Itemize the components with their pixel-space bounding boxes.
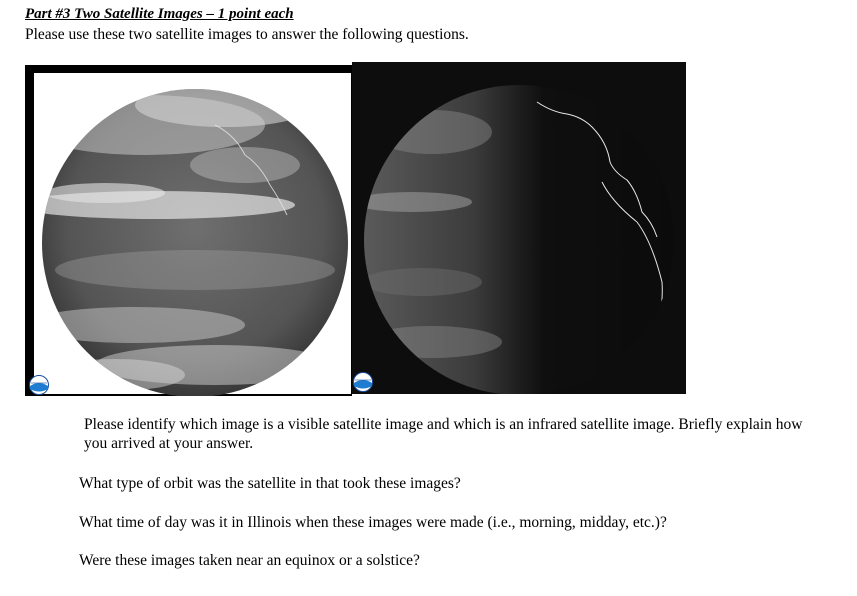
section-heading: Part #3 Two Satellite Images – 1 point each [25, 6, 294, 22]
earth-disk-right [352, 62, 686, 394]
question-2: What type of orbit was the satellite in that took these images? [79, 475, 461, 492]
question-4: Were these images taken near an equinox or a solstice? [79, 552, 420, 569]
earth-disk-left [25, 65, 352, 396]
section-intro: Please use these two satellite images to answer the following questions. [25, 26, 469, 43]
question-1: Please identify which image is a visible satellite image and which is an infrared satellite image. Briefly explain how you arrived at your answer. [84, 416, 803, 452]
satellite-image-right [352, 62, 686, 394]
noaa-logo-icon [28, 375, 50, 395]
satellite-image-left [25, 65, 352, 396]
noaa-logo-icon [352, 372, 374, 392]
question-3: What time of day was it in Illinois when these images were made (i.e., morning, midday, etc.)? [79, 514, 667, 531]
